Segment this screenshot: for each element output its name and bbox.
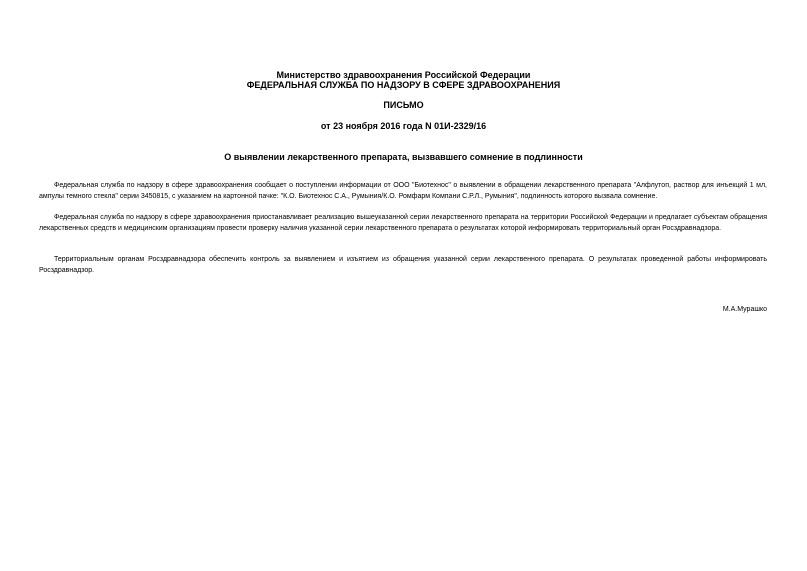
document-type: ПИСЬМО (383, 100, 424, 110)
service-name: ФЕДЕРАЛЬНАЯ СЛУЖБА ПО НАДЗОРУ В СФЕРЕ ЗДРАВООХРАНЕНИЯ (246, 80, 561, 90)
ministry-name: Министерство здравоохранения Российской Федерации (276, 70, 531, 80)
document-date-number: от 23 ноября 2016 года N 01И-2329/16 (320, 121, 487, 131)
paragraph-2: Федеральная служба по надзору в сфере здравоохранения приостанавливает реализацию вышеуказанной серии лекарственного препарата на территории Российской Федерации и предлагает субъектам обращения лекарственных средств и медицинским организациям провести проверку наличия указанной серии лекарственного препарата о результатах которой информировать территориальный орган Росздравнадзора. (39, 214, 767, 232)
signature: М.А.Мурашко (722, 306, 767, 313)
paragraph-1: Федеральная служба по надзору в сфере здравоохранения сообщает о поступлении информации от ООО "Биотехнос" о выявлении в обращении лекарственного препарата "Алфлутоп, раствор для инъекций 1 мл, ампулы темного стекла" серии 3450815, с указанием на картонной пачке: "К.О. Биотехнос С.А., Румыния/К.О. Ромфарм Компани С.Р.Л., Румыния", подлинность которого вызвала сомнение. (39, 182, 767, 200)
paragraph-3: Территориальным органам Росздравнадзора обеспечить контроль за выявлением и изъятием из обращения указанной серии лекарственного препарата. О результатах проведенной работы информировать Росздравнадзор. (39, 256, 767, 274)
document-subject: О выявлении лекарственного препарата, вызвавшего сомнение в подлинности (224, 152, 583, 162)
